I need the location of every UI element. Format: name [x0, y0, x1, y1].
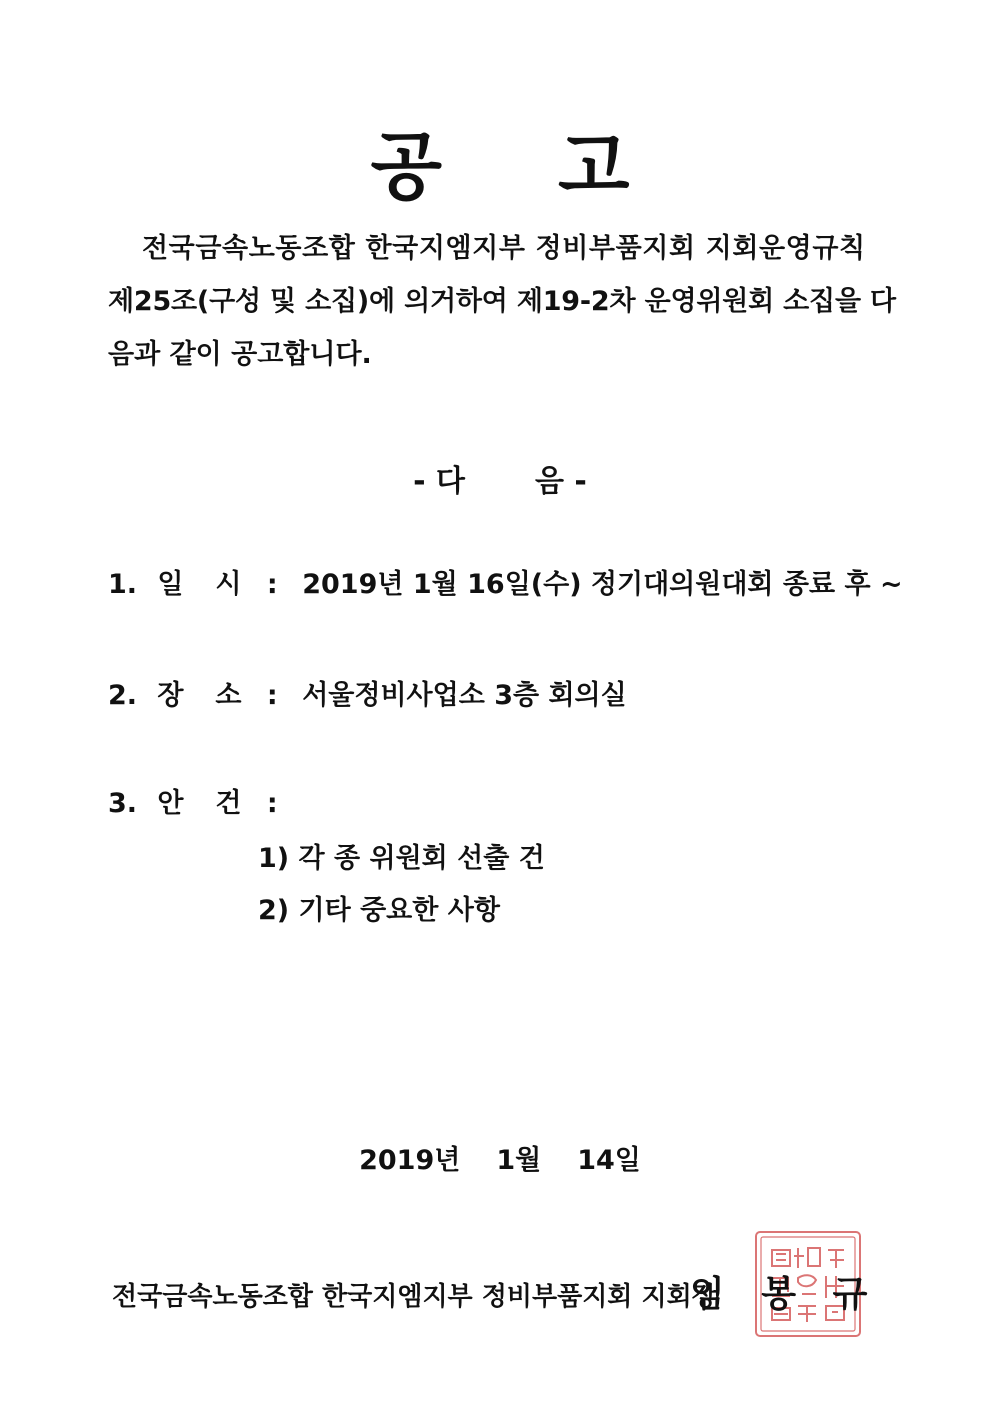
- document-title: [0, 108, 1000, 214]
- signer-name: 임 봉 규: [690, 1274, 880, 1315]
- item-label: [157, 562, 257, 601]
- item-label: [157, 781, 257, 820]
- signature-organization: 전국금속노동조합 한국지엠지부 정비부품지회 지회장: [112, 1282, 717, 1312]
- item-label-char: 안: [157, 788, 184, 819]
- intro-paragraph: [108, 222, 898, 381]
- section-heading: [0, 456, 1000, 500]
- item-label-char: 장: [157, 680, 184, 711]
- item-place: [108, 673, 627, 712]
- item-value: 서울정비사업소 3층 회의실: [302, 680, 627, 711]
- title-char-1: 공: [370, 124, 442, 210]
- agenda-item-2: 2) 기타 중요한 사항: [258, 895, 500, 926]
- item-number: 3.: [108, 788, 138, 819]
- item-datetime: [108, 562, 903, 601]
- agenda-item-1: 1) 각 종 위원회 선출 건: [258, 843, 545, 874]
- item-colon: :: [266, 680, 278, 711]
- item-agenda: [108, 781, 293, 820]
- item-label-char: 건: [215, 788, 242, 819]
- item-value: 2019년 1월 16일(수) 정기대의원대회 종료 후 ~: [302, 569, 903, 600]
- item-number: 1.: [108, 569, 138, 600]
- item-label-char: 소: [215, 680, 242, 711]
- document-date: [0, 1138, 1000, 1177]
- item-label-char: 시: [215, 569, 242, 600]
- date-year: 2019년: [359, 1145, 461, 1176]
- item-number: 2.: [108, 680, 138, 711]
- title-char-2: 고: [558, 124, 630, 210]
- intro-line-1: 전국금속노동조합 한국지엠지부 정비부품지회 지회운영규칙: [142, 233, 866, 264]
- date-month: 1월: [496, 1145, 542, 1176]
- heading-right: 음 -: [535, 464, 587, 499]
- heading-left: - 다: [413, 464, 465, 499]
- item-colon: :: [266, 569, 278, 600]
- intro-line-3: 음과 같이 공고합니다.: [108, 339, 372, 370]
- item-label-char: 일: [157, 569, 184, 600]
- intro-line-2: 제25조(구성 및 소집)에 의거하여 제19-2차 운영위원회 소집을 다: [108, 286, 896, 317]
- item-colon: :: [266, 788, 278, 819]
- item-label: [157, 673, 257, 712]
- date-day: 14일: [577, 1145, 641, 1176]
